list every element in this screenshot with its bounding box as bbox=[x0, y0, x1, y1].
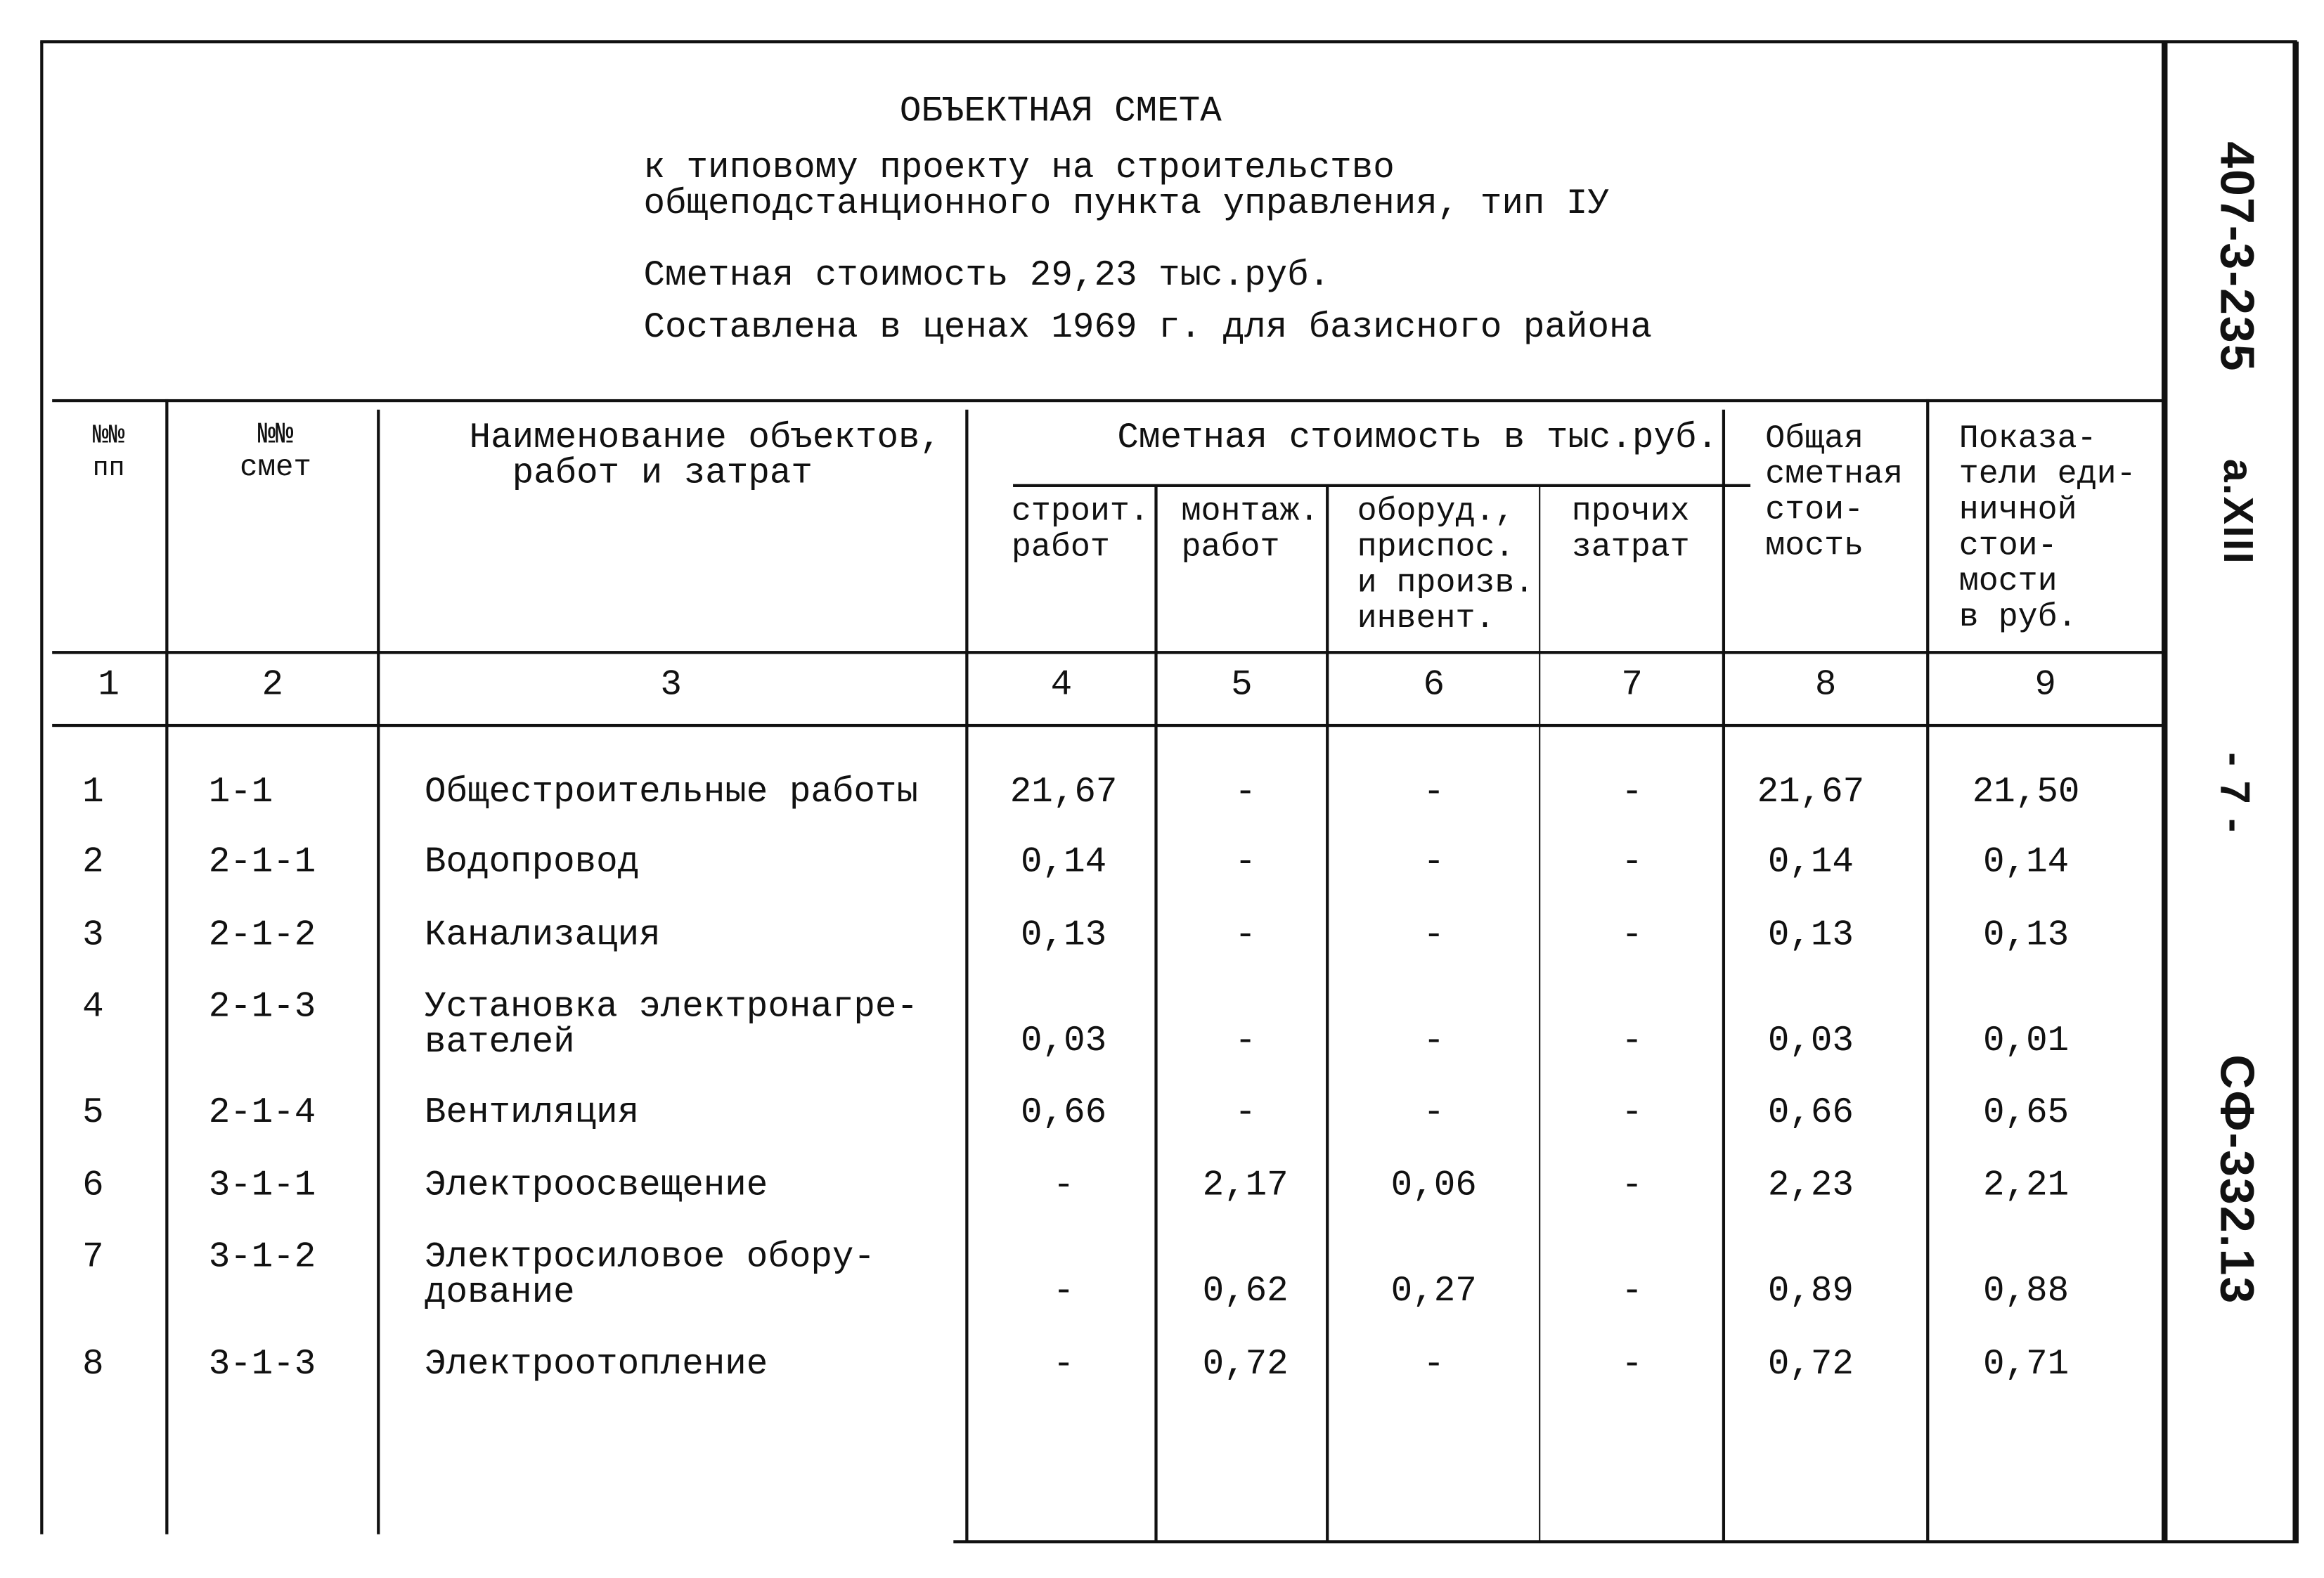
cost-value: 0,88 bbox=[1983, 1272, 2070, 1313]
subtitle-line-1: к типовому проекту на строительство bbox=[643, 148, 1395, 190]
estimate-code: 3-1-3 bbox=[208, 1345, 316, 1385]
cost-value: 21,67 bbox=[1757, 772, 1865, 814]
estimate-code: 3-1-1 bbox=[208, 1166, 316, 1207]
column-number: 1 bbox=[98, 666, 120, 706]
cost-value: - bbox=[1234, 1093, 1256, 1134]
margin-album: а.XIII bbox=[2215, 458, 2261, 565]
cost-value: 0,66 bbox=[1021, 1093, 1107, 1134]
cost-value: - bbox=[1234, 772, 1256, 814]
cost-value: - bbox=[1234, 1021, 1256, 1062]
item-name: Электросиловое обору- дование bbox=[424, 1238, 875, 1314]
header-row-number: №№ пп bbox=[92, 421, 125, 484]
table-top-line bbox=[52, 399, 2163, 402]
column-number: 3 bbox=[660, 666, 682, 706]
row-number: 4 bbox=[82, 988, 104, 1028]
cost-value: - bbox=[1423, 772, 1445, 814]
column-divider bbox=[1539, 486, 1540, 1542]
item-name: Вентиляция bbox=[424, 1093, 640, 1134]
frame-inner-right-line bbox=[2162, 41, 2167, 1541]
row-number: 1 bbox=[82, 772, 104, 814]
cost-value: 21,50 bbox=[1972, 772, 2080, 814]
cost-value: 0,72 bbox=[1767, 1345, 1854, 1385]
item-name: Электроосвещение bbox=[424, 1166, 768, 1207]
cost-value: 0,62 bbox=[1202, 1272, 1289, 1313]
estimated-cost: Сметная стоимость 29,23 тыс.руб. bbox=[643, 256, 1331, 297]
cost-value: 0,27 bbox=[1390, 1272, 1477, 1313]
cost-value: - bbox=[1423, 1021, 1445, 1062]
header-estimate-number: №№ смет bbox=[240, 418, 311, 486]
header-name: Наименование объектов, работ и затрат bbox=[469, 418, 942, 495]
cost-value: - bbox=[1621, 1093, 1643, 1134]
column-number: 6 bbox=[1423, 666, 1445, 706]
row-number: 6 bbox=[82, 1166, 104, 1207]
column-number: 9 bbox=[2034, 666, 2056, 706]
column-divider bbox=[965, 410, 968, 1542]
cost-value: 0,65 bbox=[1983, 1093, 2070, 1134]
cost-value: - bbox=[1621, 1166, 1643, 1207]
cost-value: - bbox=[1621, 1345, 1643, 1385]
item-name: Установка электронагре- вателей bbox=[424, 988, 918, 1064]
cost-value: - bbox=[1423, 1093, 1445, 1134]
estimate-code: 2-1-3 bbox=[208, 988, 316, 1028]
cost-value: - bbox=[1423, 1345, 1445, 1385]
document-title: ОБЪЕКТНАЯ СМЕТА bbox=[899, 92, 1222, 133]
column-divider bbox=[165, 399, 168, 1534]
cost-value: - bbox=[1423, 843, 1445, 884]
cost-value: 0,89 bbox=[1767, 1272, 1854, 1313]
price-basis: Составлена в ценах 1969 г. для базисного района bbox=[643, 308, 1653, 349]
cost-value: 0,13 bbox=[1767, 916, 1854, 957]
header-other: прочих затрат bbox=[1571, 493, 1690, 567]
row-number: 5 bbox=[82, 1093, 104, 1134]
cost-value: 0,14 bbox=[1767, 843, 1854, 884]
column-number: 4 bbox=[1050, 666, 1073, 706]
estimate-code: 2-1-2 bbox=[208, 916, 316, 957]
column-number: 8 bbox=[1814, 666, 1837, 706]
cost-value: - bbox=[1234, 916, 1256, 957]
cost-value: - bbox=[1621, 1021, 1643, 1062]
header-construction: строит. работ bbox=[1011, 493, 1149, 567]
frame-top-line bbox=[40, 40, 2297, 43]
margin-code: СФ-332.13 bbox=[2210, 1054, 2265, 1305]
cost-value: - bbox=[1621, 1272, 1643, 1313]
header-unit-indicators: Показа- тели еди- ничной стои- мости в руб. bbox=[1958, 420, 2136, 636]
header-cost-group: Сметная стоимость в тыс.руб. bbox=[1117, 418, 1719, 459]
cost-value: 0,01 bbox=[1983, 1021, 2070, 1062]
item-name: Водопровод bbox=[424, 843, 640, 884]
cost-value: 0,13 bbox=[1983, 916, 2070, 957]
cost-value: - bbox=[1234, 843, 1256, 884]
cost-value: 0,14 bbox=[1983, 843, 2070, 884]
frame-right-line bbox=[2292, 41, 2298, 1543]
header-total: Общая сметная стои- мость bbox=[1765, 420, 1904, 565]
item-name: Канализация bbox=[424, 916, 661, 957]
cost-value: 0,66 bbox=[1767, 1093, 1854, 1134]
header-equipment: оборуд., приспос. и произв. инвент. bbox=[1357, 493, 1535, 638]
subtitle-line-2: общеподстанционного пункта управления, тип IУ bbox=[643, 184, 1609, 225]
header-bottom-line bbox=[52, 651, 2163, 654]
cost-value: 0,71 bbox=[1983, 1345, 2070, 1385]
cost-value: 2,17 bbox=[1202, 1166, 1289, 1207]
cost-value: 0,14 bbox=[1021, 843, 1107, 884]
estimate-code: 1-1 bbox=[208, 772, 273, 814]
item-name: Общестроительные работы bbox=[424, 772, 918, 814]
frame-left-line bbox=[40, 41, 43, 1534]
cost-value: - bbox=[1621, 843, 1643, 884]
cost-value: 0,72 bbox=[1202, 1345, 1289, 1385]
group-header-line bbox=[1013, 484, 1750, 487]
cost-value: 0,03 bbox=[1021, 1021, 1107, 1062]
numbers-row-line bbox=[52, 724, 2163, 727]
margin-doc-number: 407-3-235 bbox=[2210, 141, 2265, 373]
column-number: 2 bbox=[262, 666, 284, 706]
cost-value: - bbox=[1423, 916, 1445, 957]
cost-value: - bbox=[1621, 772, 1643, 814]
cost-value: 0,03 bbox=[1767, 1021, 1854, 1062]
column-number: 5 bbox=[1231, 666, 1253, 706]
cost-value: - bbox=[1052, 1166, 1075, 1207]
row-number: 7 bbox=[82, 1238, 104, 1279]
cost-value: 2,21 bbox=[1983, 1166, 2070, 1207]
column-divider bbox=[377, 410, 380, 1534]
row-number: 2 bbox=[82, 843, 104, 884]
row-number: 8 bbox=[82, 1345, 104, 1385]
cost-value: 21,67 bbox=[1009, 772, 1118, 814]
margin-page-number: - 7 - bbox=[2212, 752, 2259, 834]
row-number: 3 bbox=[82, 916, 104, 957]
cost-value: 0,06 bbox=[1390, 1166, 1477, 1207]
cost-value: - bbox=[1621, 916, 1643, 957]
estimate-code: 2-1-4 bbox=[208, 1093, 316, 1134]
estimate-code: 2-1-1 bbox=[208, 843, 316, 884]
cost-value: - bbox=[1052, 1345, 1075, 1385]
item-name: Электроотопление bbox=[424, 1345, 768, 1385]
cost-value: - bbox=[1052, 1272, 1075, 1313]
estimate-code: 3-1-2 bbox=[208, 1238, 316, 1279]
cost-value: 0,13 bbox=[1021, 916, 1107, 957]
header-installation: монтаж. работ bbox=[1181, 493, 1319, 567]
column-number: 7 bbox=[1621, 666, 1643, 706]
cost-value: 2,23 bbox=[1767, 1166, 1854, 1207]
